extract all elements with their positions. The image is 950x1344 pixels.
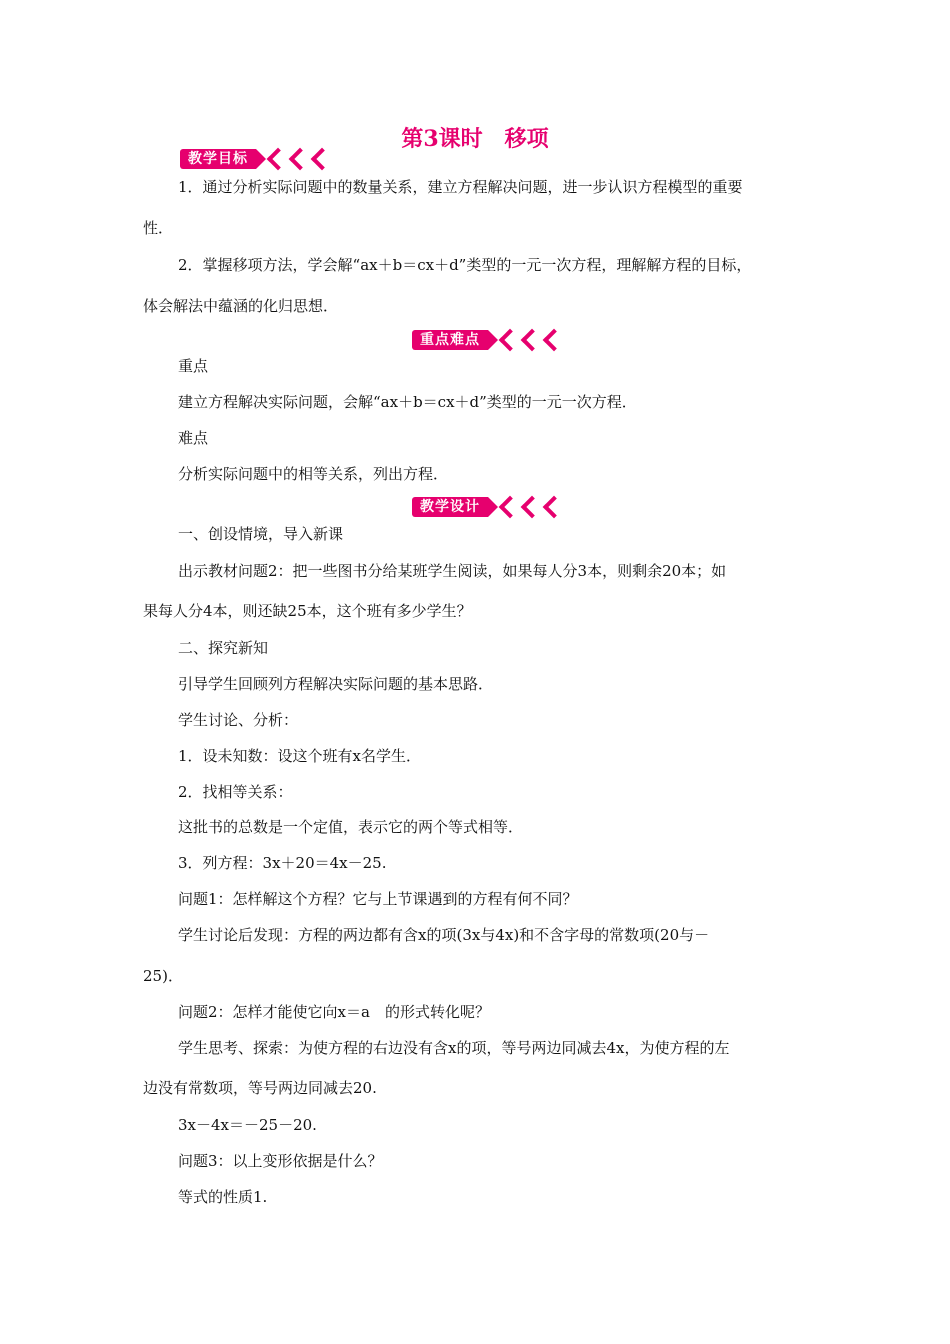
paragraph-text: 等式的性质1. [178,1188,268,1206]
equation-text: 3．列方程：3x＋20＝4x－25. [178,854,387,872]
objective-1-line-2: 性． [143,219,174,237]
chevron-left-icon [502,332,568,348]
section-1-heading: 一、创设情境，导入新课 [178,525,344,543]
section-2-heading: 二、探究新知 [178,639,269,657]
key-point-heading: 重点 [178,357,209,375]
objective-1-line-1: 1．通过分析实际问题中的数量关系，建立方程解决问题，进一步认识方程模型的重要 [178,178,743,196]
design-banner [412,495,568,519]
chevron-left-icon [502,499,568,515]
lesson-title: 第3课时 移项 [401,126,549,152]
question-3: 问题3：以上变形依据是什么？ [178,1152,383,1170]
key-points-banner [412,328,568,352]
problem-line-2: 果每人分4本，则还缺25本，这个班有多少学生？ [143,602,472,620]
objectives-banner-label: 教学目标 [180,149,256,169]
objective-2-line-1: 2．掌握移项方法，学会解“ax＋b＝cx＋d”类型的一元一次方程，理解解方程的目标， [178,256,752,274]
chevron-left-icon [270,151,336,167]
paragraph-text: 学生思考、探索：为使方程的右边没有含x的项，等号两边同减去4x，为使方程的左 [178,1039,730,1057]
paragraph-text: 学生讨论后发现：方程的两边都有含x的项(3x与4x)和不含字母的常数项(20与－ [178,926,710,944]
question-2: 问题2：怎样才能使它向x＝a 的形式转化呢？ [178,1003,490,1021]
objectives-banner [180,147,336,171]
paragraph-text: 学生讨论、分析： [178,711,299,729]
design-banner-label: 教学设计 [412,497,488,517]
objective-2-line-2: 体会解法中蕴涵的化归思想． [143,297,339,315]
paragraph-text: 这批书的总数是一个定值，表示它的两个等式相等． [178,818,524,836]
key-point-text: 建立方程解决实际问题，会解“ax＋b＝cx＋d”类型的一元一次方程． [178,393,637,411]
paragraph-text: 1．设未知数：设这个班有x名学生． [178,747,422,765]
problem-line-1: 出示教材问题2：把一些图书分给某班学生阅读，如果每人分3本，则剩余20本；如 [178,562,727,580]
difficulty-heading: 难点 [178,429,209,447]
difficulty-text: 分析实际问题中的相等关系，列出方程． [178,465,449,483]
paragraph-text: 边没有常数项，等号两边同减去20. [143,1079,377,1097]
paragraph-text: 2．找相等关系： [178,783,293,801]
equation-text: 3x－4x＝－25－20. [178,1116,317,1134]
key-points-banner-label: 重点难点 [412,330,488,350]
paragraph-text: 引导学生回顾列方程解决实际问题的基本思路． [178,675,494,693]
paragraph-text: 25)． [143,967,183,985]
question-1: 问题1：怎样解这个方程？它与上节课遇到的方程有何不同？ [178,890,578,908]
